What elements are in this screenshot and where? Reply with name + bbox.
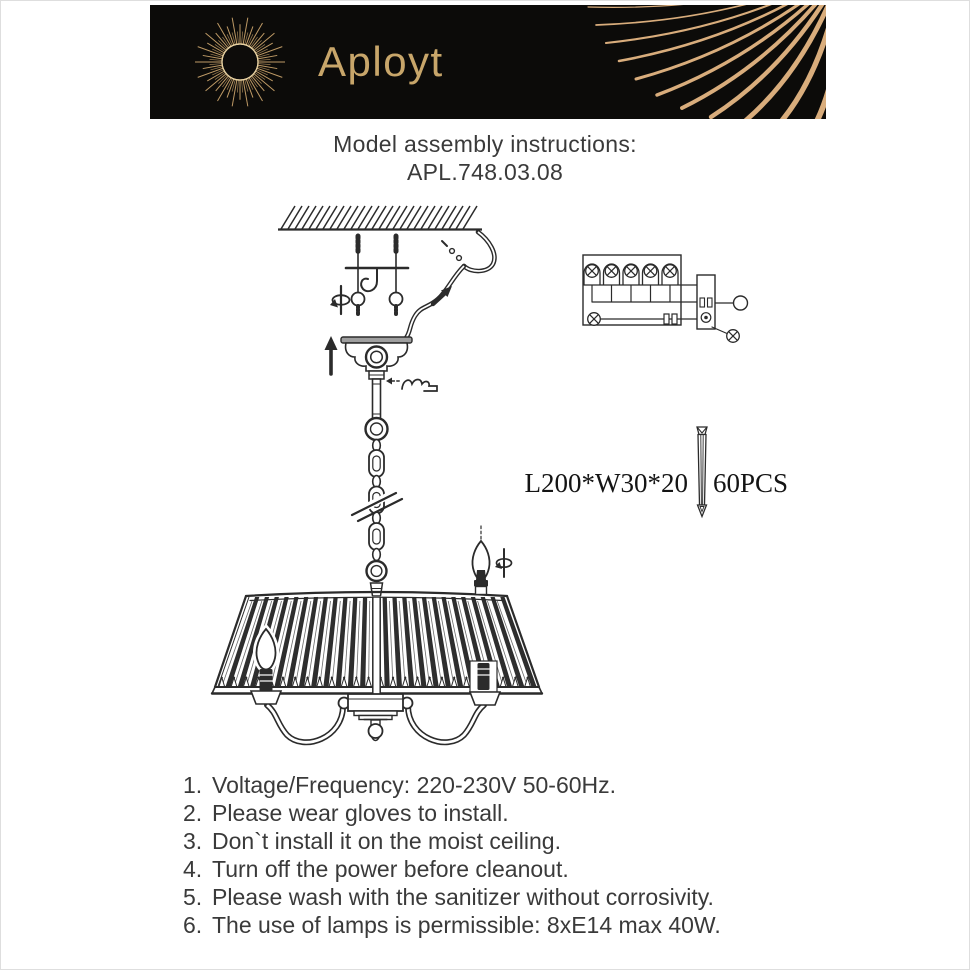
instruction-item [183, 911, 721, 939]
ceiling-canopy [341, 337, 412, 379]
item-text: Please wash with the sanitizer without corrosivity. [212, 884, 714, 910]
item-text: Voltage/Frequency: 220-230V 50-60Hz. [212, 772, 617, 798]
item-number: 2. [183, 800, 203, 826]
instruction-item [183, 799, 721, 827]
instruction-item [183, 771, 721, 799]
title-line: Model assembly instructions: [333, 131, 637, 157]
screw-rotation-icon [495, 549, 512, 577]
instruction-list [183, 771, 721, 939]
finial-ball [369, 724, 383, 738]
instruction-item [183, 827, 721, 855]
item-number: 4. [183, 856, 203, 882]
hanging-chain [352, 379, 402, 596]
prism-quantity: 60PCS [713, 468, 789, 498]
wiring-diagram [583, 255, 748, 342]
center-hub [339, 694, 413, 741]
tighten-tool-icon [386, 378, 437, 392]
center-stem [373, 597, 380, 695]
candle-bulb-top [472, 526, 489, 595]
item-text: Don`t install it on the moist ceiling. [212, 828, 561, 854]
item-number: 3. [183, 828, 203, 854]
item-number: 6. [183, 912, 203, 938]
bulb-socket-right [470, 661, 500, 705]
power-cord [406, 232, 494, 338]
screw-rotation-icon [330, 286, 350, 314]
instruction-item [183, 855, 721, 883]
item-text: The use of lamps is permissible: 8xE14 max 40W. [212, 912, 721, 938]
switch-node [734, 296, 748, 310]
mounting-hardware [346, 236, 408, 314]
ceiling-hook-icon [361, 269, 377, 291]
ceiling-hatch-icon [278, 206, 482, 230]
insert-arrow-icon [433, 286, 452, 304]
instruction-item [183, 883, 721, 911]
up-arrow-icon [325, 336, 338, 374]
item-text: Please wear gloves to install. [212, 800, 509, 826]
brand-logo-text: Aployt [318, 38, 444, 85]
item-number: 1. [183, 772, 203, 798]
crystal-prism-icon [697, 427, 707, 517]
prism-dimensions: L200*W30*20 [524, 468, 688, 498]
item-number: 5. [183, 884, 203, 910]
model-number: APL.748.03.08 [406, 159, 564, 185]
item-text: Turn off the power before cleanout. [212, 856, 569, 882]
